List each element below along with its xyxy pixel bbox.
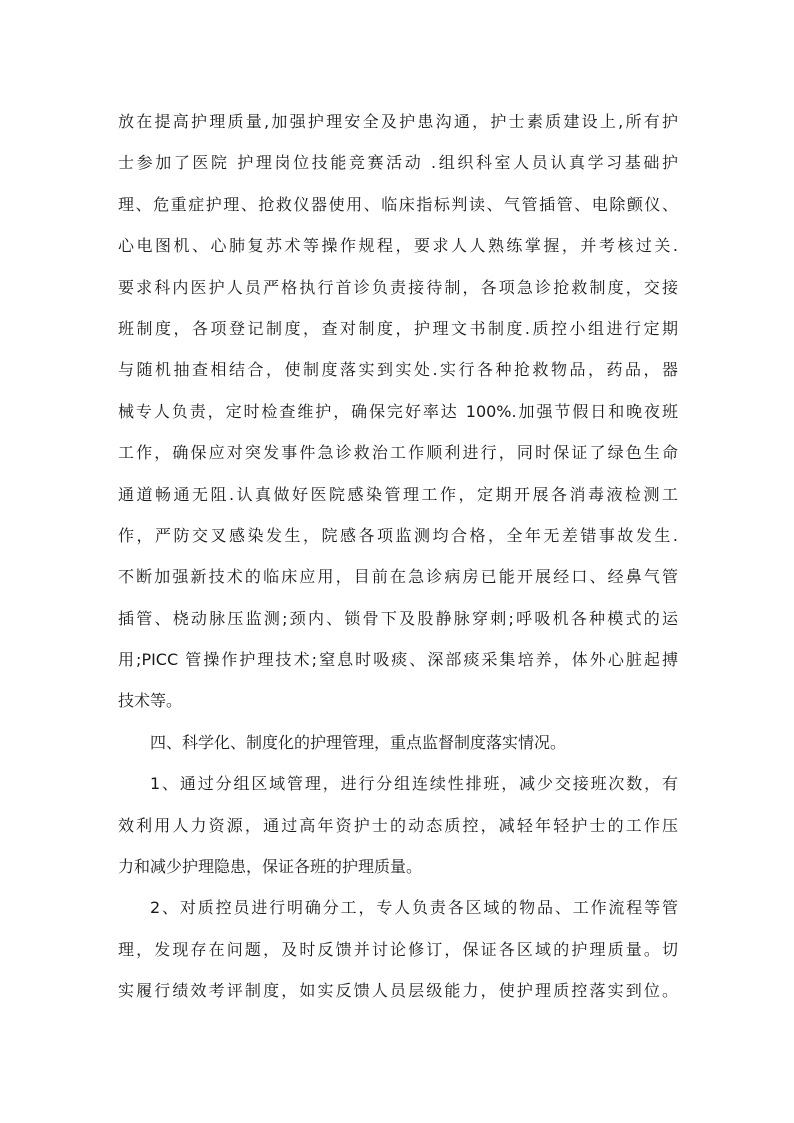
text-line: 1、通过分组区域管理，进行分组连续性排班，减少交接班次数，有 [150,774,678,794]
text-line: 放在提高护理质量,加强护理安全及护患沟通，护士素质建设上,所有护 [118,112,678,131]
text-line: 械专人负责，定时检查维护，确保完好率达 100%.加强节假日和晚夜班 [118,401,678,421]
text-line: 理、危重症护理、抢救仪器使用、临床指标判读、气管插管、电除颤仪、 [118,194,678,214]
text-line: 技术等。 [118,691,183,711]
text-line: 要求科内医护人员严格执行首诊负责接待制，各项急诊抢救制度，交接 [118,277,678,297]
text-line: 效利用人力资源，通过高年资护士的动态质控，减轻年轻护士的工作压 [118,815,678,835]
text-line: 2、对质控员进行明确分工，专人负责各区域的物品、工作流程等管 [150,898,678,918]
text-line: 班制度，各项登记制度，查对制度，护理文书制度.质控小组进行定期 [118,318,678,338]
text-line: 士参加了医院 护理岗位技能竞赛活动 .组织科室人员认真学习基础护 [118,153,678,173]
text-line: 插管、桡动脉压监测;颈内、锁骨下及股静脉穿刺;呼吸机各种模式的运 [118,608,678,628]
text-line: 力和减少护理隐患，保证各班的护理质量。 [118,857,423,877]
text-line: 不断加强新技术的临床应用，目前在急诊病房已能开展经口、经鼻气管 [118,567,678,587]
document-body [118,101,678,1012]
text-line: 心电图机、心肺复苏术等操作规程，要求人人熟练掌握，并考核过关. [118,236,678,256]
text-line: 作，严防交叉感染发生，院感各项监测均合格，全年无差错事故发生. [118,525,678,545]
text-line: 工作，确保应对突发事件急诊救治工作顺利进行，同时保证了绿色生命 [118,443,678,463]
text-line: 理，发现存在问题，及时反馈并讨论修订，保证各区域的护理质量。切 [118,939,678,959]
section-heading: 四、科学化、制度化的护理管理，重点监督制度落实情况。 [150,732,567,752]
text-line: 实履行绩效考评制度，如实反馈人员层级能力，使护理质控落实到位。 [118,981,678,1001]
text-line: 用;PICC 管操作护理技术;窒息时吸痰、深部痰采集培养，体外心脏起搏 [118,650,678,670]
text-line: 通道畅通无阻.认真做好医院感染管理工作，定期开展各消毒液检测工 [118,484,678,504]
text-line: 与随机抽查相结合，使制度落实到实处.实行各种抢救物品，药品，器 [118,360,678,380]
